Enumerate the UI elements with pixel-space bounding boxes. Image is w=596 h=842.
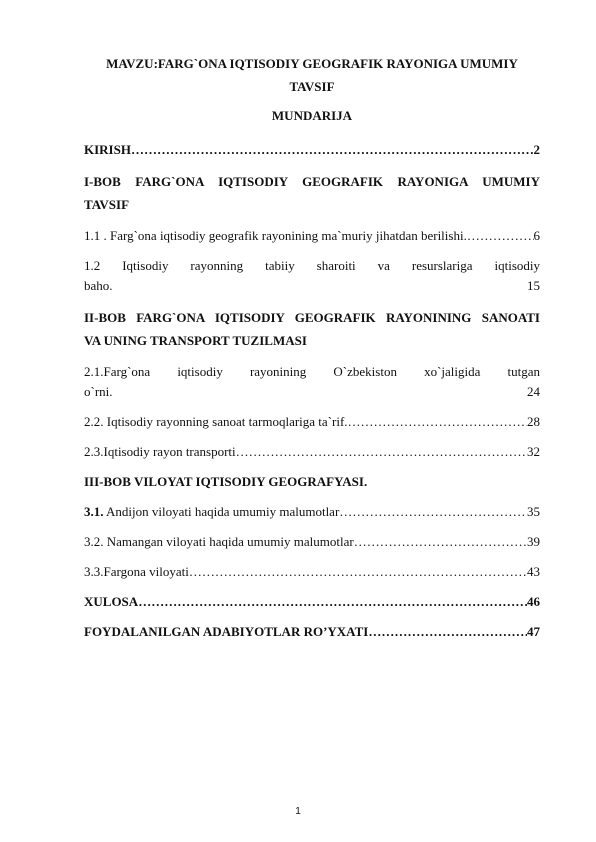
- dot-leader: [131, 140, 534, 160]
- toc-entry-1-2[interactable]: [84, 256, 540, 296]
- toc-entry-page: 6: [533, 228, 540, 243]
- toc-entry-2-3[interactable]: [84, 442, 540, 462]
- toc-entry-3-1[interactable]: [84, 502, 540, 522]
- toc-entry-label: 3.3.Fargona viloyati: [84, 564, 189, 579]
- toc-entry-label: 1.1 . Farg`ona iqtisodiy geografik rayonining ma`muriy jihatdan berilishi.: [84, 228, 467, 243]
- toc-entry-1-1[interactable]: [84, 226, 540, 246]
- toc-entry-page: 2: [533, 142, 540, 157]
- dot-leader: [339, 502, 527, 522]
- toc-entry-2-2[interactable]: [84, 412, 540, 432]
- toc-entry-label-cont: baho.: [84, 278, 113, 293]
- dot-leader: [236, 442, 527, 462]
- toc-entry-label: 2.2. Iqtisodiy rayonning sanoat tarmoqlariga ta`rif.: [84, 414, 348, 429]
- toc-entry-page: 32: [527, 444, 540, 459]
- toc-entry-page: 47: [527, 624, 540, 639]
- toc-entry-xulosa[interactable]: [84, 592, 540, 612]
- toc-heading: MUNDARIJA: [271, 108, 353, 123]
- toc-entry-label: 2.1.Farg`ona iqtisodiy rayonining O`zbekiston xo`jaligida tutgan: [84, 364, 540, 379]
- toc-entry-label: 2.3.Iqtisodiy rayon transporti: [84, 444, 236, 459]
- chapter-title-line: I-BOB FARG`ONA IQTISODIY GEOGRAFIK RAYONIGA UMUMIY: [84, 174, 540, 189]
- dot-leader: [189, 562, 527, 582]
- page-number: 1: [295, 806, 301, 817]
- toc-entry-3-3[interactable]: [84, 562, 540, 582]
- toc-entry-label: KIRISH: [84, 142, 131, 157]
- toc-entry-page: 46: [527, 594, 540, 609]
- toc-entry-label: 1.2 Iqtisodiy rayonning tabiiy sharoiti va resurslariga iqtisodiy: [84, 258, 540, 273]
- toc-entry-label: FOYDALANILGAN ADABIYOTLAR RO’YXATI: [84, 624, 369, 639]
- toc-entry-page: 24: [527, 384, 540, 399]
- dot-leader: [368, 622, 527, 642]
- toc-entry-label: XULOSA: [84, 594, 139, 609]
- chapter-title-line: TAVSIF: [84, 197, 130, 212]
- chapter-title-line: II-BOB FARG`ONA IQTISODIY GEOGRAFIK RAYONINING SANOATI: [84, 310, 540, 325]
- toc-entry-number: 3.1.: [84, 504, 104, 519]
- dot-leader: [348, 412, 527, 432]
- dot-leader: [138, 592, 527, 612]
- toc-entry-page: 35: [527, 504, 540, 519]
- chapter-title-line: VA UNING TRANSPORT TUZILMASI: [84, 333, 307, 348]
- toc-entry-kirish[interactable]: [84, 140, 540, 160]
- toc-entry-label: 3.2. Namangan viloyati haqida umumiy malumotlar: [84, 534, 354, 549]
- chapter-title-line: III-BOB VILOYAT IQTISODIY GEOGRAFYASI.: [84, 474, 368, 489]
- toc-entry-label: Andijon viloyati haqida umumiy malumotlar: [103, 504, 340, 519]
- toc-chapter-1[interactable]: [84, 170, 540, 216]
- toc-entry-page: 28: [527, 414, 540, 429]
- toc-entry-references[interactable]: [84, 622, 540, 642]
- toc-entry-page: 15: [527, 278, 540, 293]
- document-title: MAVZU:FARG`ONA IQTISODIY GEOGRAFIK RAYONIGA UMUMIY TAVSIF: [106, 56, 518, 94]
- toc-entry-page: 39: [527, 534, 540, 549]
- dot-leader: [467, 226, 534, 246]
- toc-entry-page: 43: [527, 564, 540, 579]
- toc-chapter-3[interactable]: [84, 472, 540, 492]
- toc-entry-label-cont: o`rni.: [84, 384, 113, 399]
- toc-chapter-2[interactable]: [84, 306, 540, 352]
- toc-entry-2-1[interactable]: [84, 362, 540, 402]
- dot-leader: [354, 532, 527, 552]
- toc-entry-3-2[interactable]: [84, 532, 540, 552]
